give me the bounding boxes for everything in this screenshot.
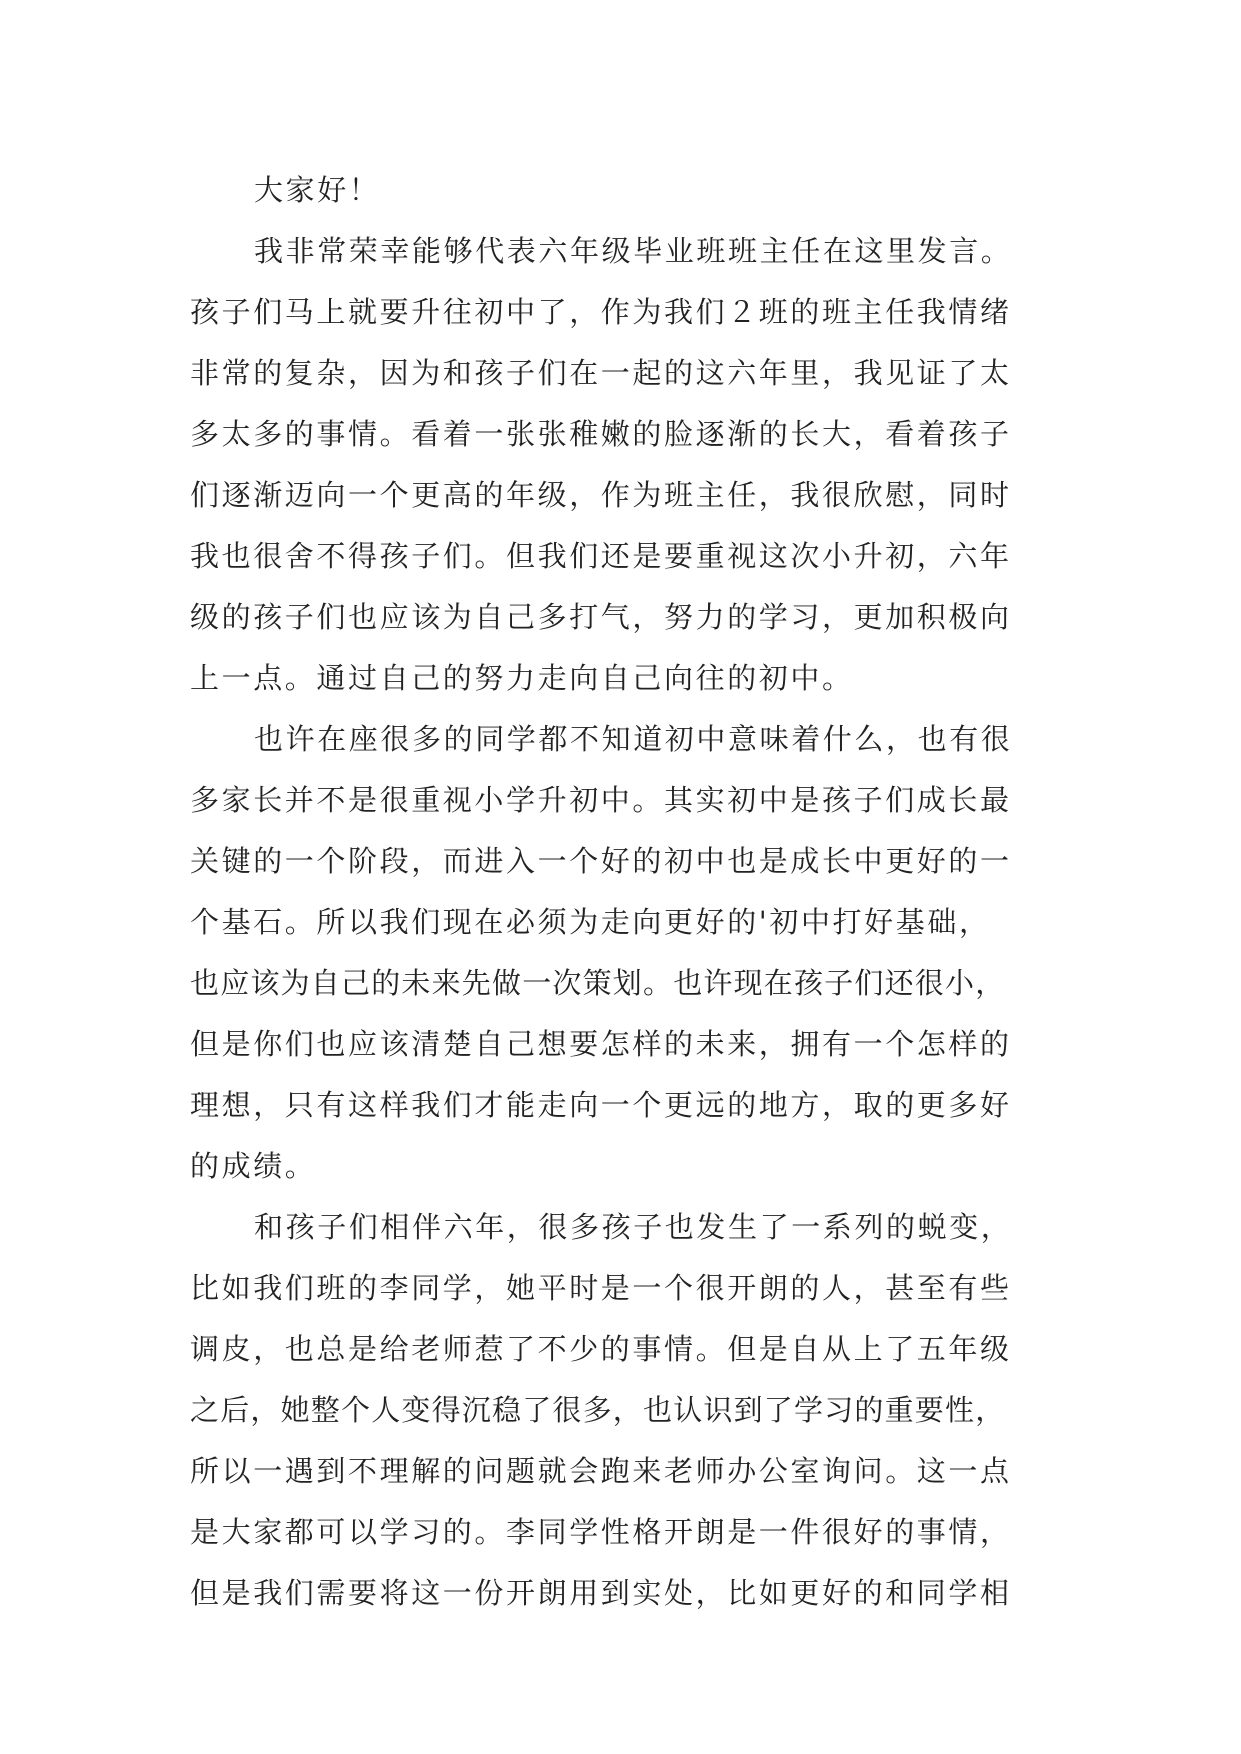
- paragraph-2-line-8: 的成绩。: [190, 1149, 317, 1183]
- paragraph-2-line-3: 关键的一个阶段，而进入一个好的初中也是成长中更好的一: [190, 844, 1012, 878]
- paragraph-3-line-2: 比如我们班的李同学，她平时是一个很开朗的人，甚至有些: [190, 1271, 1012, 1305]
- paragraph-2-line-7: 理想，只有这样我们才能走向一个更远的地方，取的更多好: [190, 1088, 1012, 1122]
- document-body: [190, 160, 1070, 1624]
- paragraph-1-line-8: 上一点。通过自己的努力走向自己向往的初中。: [190, 661, 854, 695]
- paragraph-3-line-4: 之后，她整个人变得沉稳了很多，也认识到了学习的重要性，: [190, 1393, 1006, 1427]
- paragraph-1-line-2: 孩子们马上就要升往初中了，作为我们２班的班主任我情绪: [190, 295, 1012, 329]
- paragraph-3-line-5: 所以一遇到不理解的问题就会跑来老师办公室询问。这一点: [190, 1454, 1012, 1488]
- paragraph-2-line-4: 个基石。所以我们现在必须为走向更好的'初中打好基础，: [190, 905, 991, 939]
- paragraph-1-line-1: 我非常荣幸能够代表六年级毕业班班主任在这里发言。: [254, 234, 1013, 268]
- paragraph-3-line-3: 调皮，也总是给老师惹了不少的事情。但是自从上了五年级: [190, 1332, 1012, 1366]
- paragraph-2-line-1: 也许在座很多的同学都不知道初中意味着什么，也有很: [254, 722, 1013, 756]
- paragraph-1-line-7: 级的孩子们也应该为自己多打气，努力的学习，更加积极向: [190, 600, 1012, 634]
- paragraph-3-line-1: 和孩子们相伴六年，很多孩子也发生了一系列的蜕变，: [254, 1210, 1013, 1244]
- paragraph-3-line-7: 但是我们需要将这一份开朗用到实处，比如更好的和同学相: [190, 1576, 1012, 1610]
- paragraph-2-line-5: 也应该为自己的未来先做一次策划。也许现在孩子们还很小，: [190, 966, 1006, 1000]
- paragraph-1-line-5: 们逐渐迈向一个更高的年级，作为班主任，我很欣慰，同时: [190, 478, 1012, 512]
- paragraph-3-line-6: 是大家都可以学习的。李同学性格开朗是一件很好的事情，: [190, 1515, 1012, 1549]
- paragraph-1-line-6: 我也很舍不得孩子们。但我们还是要重视这次小升初，六年: [190, 539, 1012, 573]
- paragraph-1-line-4: 多太多的事情。看着一张张稚嫩的脸逐渐的长大，看着孩子: [190, 417, 1012, 451]
- paragraph-2-line-6: 但是你们也应该清楚自己想要怎样的未来，拥有一个怎样的: [190, 1027, 1012, 1061]
- paragraph-1-line-3: 非常的复杂，因为和孩子们在一起的这六年里，我见证了太: [190, 356, 1012, 390]
- greeting-line: 大家好！: [254, 173, 381, 207]
- paragraph-2-line-2: 多家长并不是很重视小学升初中。其实初中是孩子们成长最: [190, 783, 1012, 817]
